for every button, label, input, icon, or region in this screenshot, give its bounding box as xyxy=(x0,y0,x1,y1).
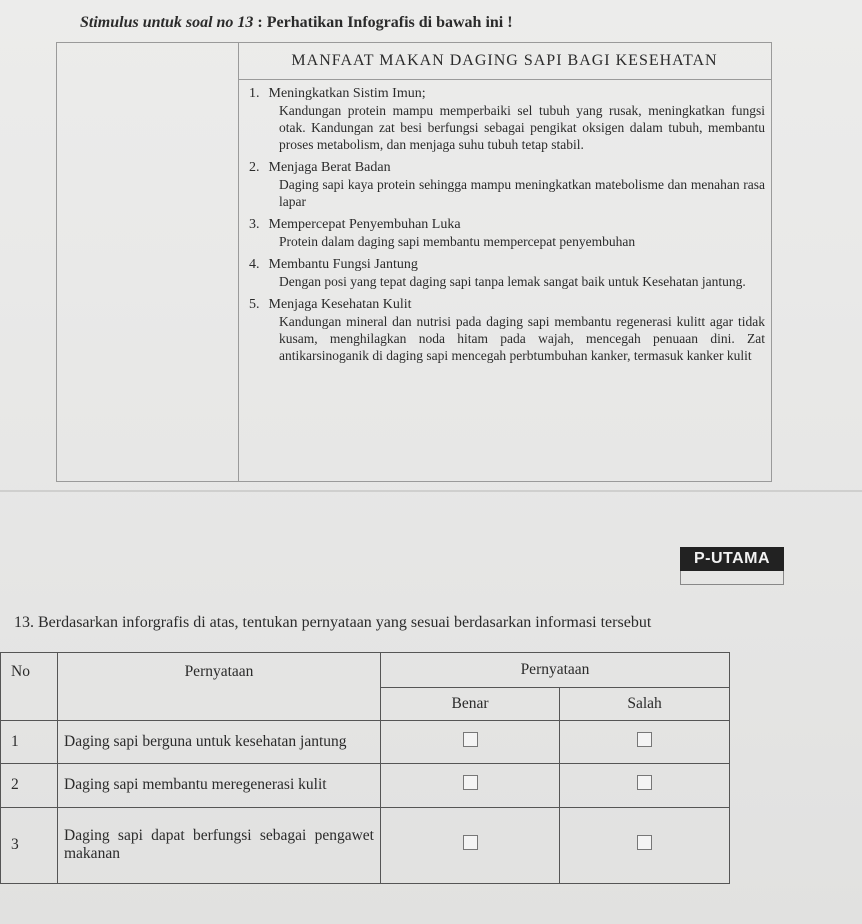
row-number: 1 xyxy=(1,721,58,764)
benefit-title: Menjaga Berat Badan xyxy=(268,160,391,175)
false-cell xyxy=(560,721,730,764)
benefit-number: 1. xyxy=(249,86,260,101)
table-row xyxy=(1,764,730,807)
benefit-description: Kandungan mineral dan nutrisi pada daging sapi membantu regenerasi kulitt agar tidak kusam, menghilagkan noda hitam pada wajah, mencegah penuaan dini. Zat antikarsinoganik di daging sapi mencegah perbtumbuhan kanker, termasuk kanker kulit xyxy=(279,314,765,363)
false-checkbox[interactable] xyxy=(637,732,652,747)
benefit-heading xyxy=(249,85,765,102)
header-statement: Pernyataan xyxy=(58,653,381,721)
benefit-number: 2. xyxy=(249,160,260,175)
header-true: Benar xyxy=(381,688,560,721)
true-cell xyxy=(381,807,560,883)
row-statement: Daging sapi membantu meregenerasi kulit xyxy=(58,764,381,807)
true-checkbox[interactable] xyxy=(463,835,478,850)
benefit-heading xyxy=(249,296,765,313)
benefit-item xyxy=(249,296,765,364)
stimulus-instruction: : Perhatikan Infografis di bawah ini ! xyxy=(253,14,513,31)
row-statement: Daging sapi berguna untuk kesehatan jantung xyxy=(58,721,381,764)
benefit-heading xyxy=(249,216,765,233)
stimulus-label: Stimulus untuk soal no 13 xyxy=(80,14,254,31)
table-row xyxy=(1,807,730,883)
false-cell xyxy=(560,807,730,883)
false-checkbox[interactable] xyxy=(637,835,652,850)
benefit-title: Meningkatkan Sistim Imun; xyxy=(268,86,426,101)
page-fold-divider xyxy=(0,490,862,492)
benefit-description: Protein dalam daging sapi membantu mempercepat penyembuhan xyxy=(279,234,636,249)
header-no: No xyxy=(1,653,58,721)
row-number: 3 xyxy=(1,807,58,883)
benefit-number: 5. xyxy=(249,297,260,312)
benefit-item xyxy=(249,216,765,250)
benefit-title: Mempercepat Penyembuhan Luka xyxy=(268,217,461,232)
benefit-item xyxy=(249,159,765,210)
infographic-title: MANFAAT MAKAN DAGING SAPI BAGI KESEHATAN xyxy=(238,43,771,80)
row-number: 2 xyxy=(1,764,58,807)
infographic-body xyxy=(249,85,765,370)
header-false: Salah xyxy=(560,688,730,721)
infographic-image-column xyxy=(57,43,239,481)
true-cell xyxy=(381,721,560,764)
true-checkbox[interactable] xyxy=(463,775,478,790)
table-row xyxy=(1,721,730,764)
table-header-row xyxy=(1,653,730,688)
benefit-heading xyxy=(249,159,765,176)
benefit-item xyxy=(249,85,765,153)
row-statement: Daging sapi dapat berfungsi sebagai pengawet makanan xyxy=(58,807,381,883)
infographic-box xyxy=(56,42,772,482)
benefit-item xyxy=(249,256,765,290)
benefit-description: Dengan posi yang tepat daging sapi tanpa lemak sangat baik untuk Kesehatan jantung. xyxy=(279,274,746,289)
false-checkbox[interactable] xyxy=(637,775,652,790)
benefit-heading xyxy=(249,256,765,273)
brand-logo-underline xyxy=(680,571,784,585)
benefit-description: Kandungan protein mampu memperbaiki sel tubuh yang rusak, meningkatkan fungsi otak. Kandungan zat besi berfungsi sebagai pengikat oksigen dalam tubuh, membantu proses metabolism, dan menjaga suhu tubuh tetap stabil. xyxy=(279,103,765,152)
question-text: 13. Berdasarkan inforgrafis di atas, tentukan pernyataan yang sesuai berdasarkan informasi tersebut xyxy=(14,614,652,631)
false-cell xyxy=(560,764,730,807)
stimulus-heading xyxy=(80,14,513,32)
answer-table xyxy=(0,652,730,884)
true-cell xyxy=(381,764,560,807)
benefit-number: 3. xyxy=(249,217,260,232)
benefit-title: Membantu Fungsi Jantung xyxy=(268,257,418,272)
header-statement-group: Pernyataan xyxy=(381,653,730,688)
brand-logo: P-UTAMA xyxy=(680,547,784,571)
true-checkbox[interactable] xyxy=(463,732,478,747)
benefit-description: Daging sapi kaya protein sehingga mampu meningkatkan matebolisme dan menahan rasa lapar xyxy=(279,177,765,209)
benefit-title: Menjaga Kesehatan Kulit xyxy=(268,297,412,312)
benefit-number: 4. xyxy=(249,257,260,272)
